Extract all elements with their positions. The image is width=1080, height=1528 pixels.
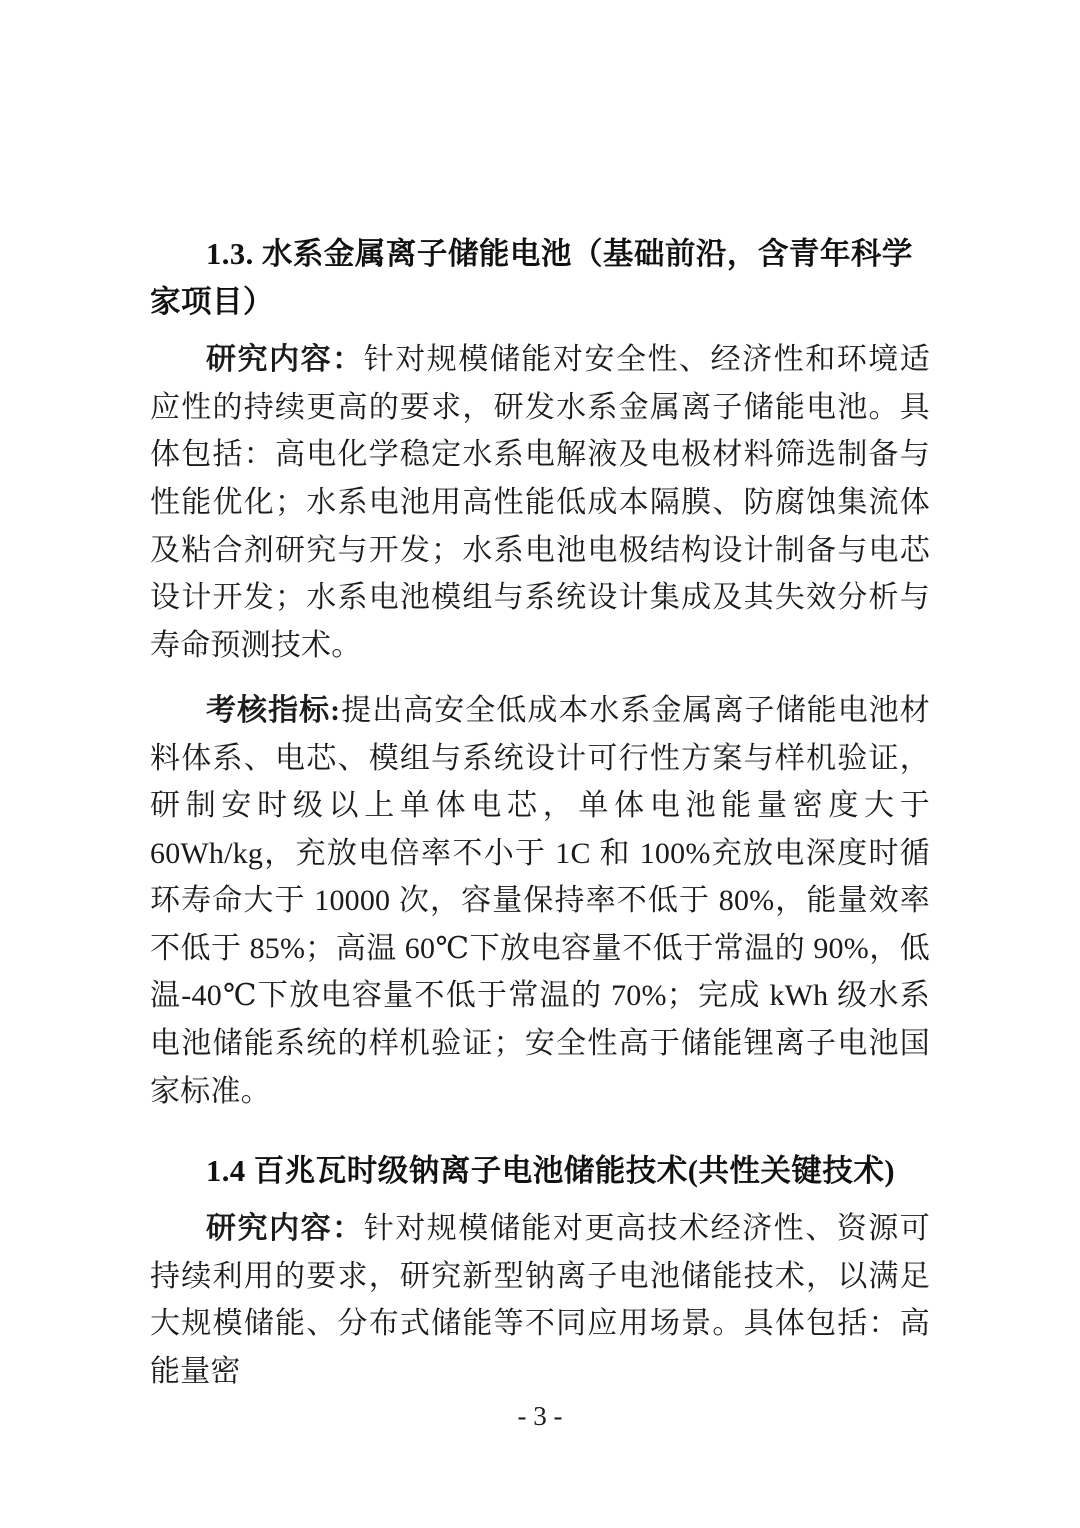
section-heading-1-3: 1.3. 水系金属离子储能电池（基础前沿，含青年科学家项目）	[150, 237, 913, 320]
paragraph-lead-research-content-1-4: 研究内容：	[206, 1212, 364, 1246]
paragraph-text-research-content: 针对规模储能对安全性、经济性和环境适应性的持续更高的要求，研发水系金属离子储能电池。具体包括：高电化学稳定水系电解液及电极材料筛选制备与性能优化；水系电池用高性能低成本隔膜、防腐蚀集流体及粘合剂研究与开发；水系电池电极结构设计制备与电芯设计开发；水系电池模组与系统设计集成及其失效分析与寿命预测技术。	[150, 343, 930, 662]
paragraph-spacer	[150, 673, 930, 687]
paragraph-research-content-1-3	[150, 336, 930, 669]
paragraph-text-research-content-1-4: 针对规模储能对更高技术经济性、资源可持续利用的要求，研究新型钠离子电池储能技术，以满足大规模储能、分布式储能等不同应用场景。具体包括：高能量密	[150, 1212, 930, 1388]
section-heading-1-4: 1.4 百兆瓦时级钠离子电池储能技术(共性关键技术)	[206, 1154, 896, 1189]
paragraph-lead-assessment-metrics: 考核指标:	[206, 694, 341, 728]
paragraph-assessment-metrics-1-3	[150, 687, 930, 1115]
section-spacer	[150, 1119, 930, 1133]
paragraph-research-content-1-4	[150, 1205, 930, 1395]
page-number: - 3 -	[517, 1401, 563, 1431]
paragraph-text-assessment-metrics: 提出高安全低成本水系金属离子储能电池材料体系、电芯、模组与系统设计可行性方案与样机验证，研制安时级以上单体电芯，单体电池能量密度大于60Wh/kg，充放电倍率不小于 1C 和 100%充放电深度时循环寿命大于 10000 次，容量保持率不低于 80%，能量效率不低于 85%；高温 60℃下放电容量不低于常温的 90%，低温-40℃下放电容量不低于常温的 70%；完成 kWh 级水系电池储能系统的样机验证；安全性高于储能锂离子电池国家标准。	[150, 694, 930, 1108]
paragraph-lead-research-content: 研究内容：	[206, 343, 364, 377]
